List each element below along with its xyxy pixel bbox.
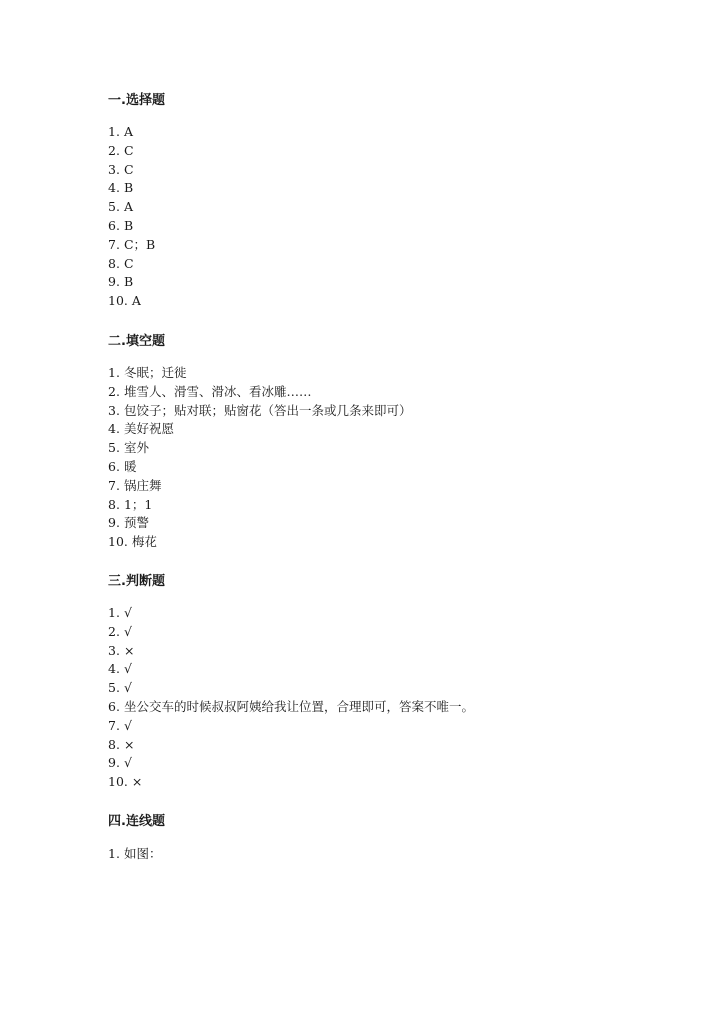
list-item: 8. 1；1	[108, 496, 153, 512]
list-item: 9. √	[108, 755, 132, 771]
section-title-fill-in: 二.填空题	[108, 334, 165, 349]
list-item: 2. 堆雪人、滑雪、滑冰、看冰雕……	[108, 383, 312, 399]
choice-answer-list	[108, 123, 155, 311]
list-item: 7. 锅庄舞	[108, 477, 162, 493]
list-item: 1. A	[108, 124, 133, 139]
list-item: 7. C；B	[108, 236, 156, 252]
list-item: 9. B	[108, 274, 134, 290]
list-item: 3. 包饺子；贴对联；贴窗花（答出一条或几条来即可）	[108, 402, 412, 418]
list-item: 8. ×	[108, 736, 135, 752]
list-item: 4. B	[108, 180, 134, 196]
list-item: 10. A	[108, 293, 141, 309]
list-item: 9. 预警	[108, 515, 149, 531]
list-item: 5. A	[108, 199, 133, 215]
true-false-answer-list	[108, 604, 474, 792]
list-item: 5. 室外	[108, 440, 149, 456]
list-item: 6. B	[108, 217, 134, 233]
matching-answer-list	[108, 845, 161, 864]
list-item: 2. C	[108, 142, 134, 158]
list-item: 10. ×	[108, 774, 143, 790]
list-item: 2. √	[108, 623, 132, 639]
list-item: 4. 美好祝愿	[108, 421, 174, 437]
list-item: 1. 冬眠；迁徙	[108, 365, 187, 380]
fill-in-answer-list	[108, 364, 411, 552]
section-title-matching: 四.连线题	[108, 814, 165, 829]
list-item: 4. √	[108, 661, 132, 677]
list-item: 10. 梅花	[108, 534, 157, 550]
section-title-true-false: 三.判断题	[108, 574, 165, 589]
list-item: 6. 坐公交车的时候叔叔阿姨给我让位置，合理即可，答案不唯一。	[108, 698, 474, 714]
list-item: 6. 暖	[108, 458, 137, 474]
list-item: 1. √	[108, 605, 132, 620]
list-item: 5. √	[108, 680, 132, 696]
list-item: 8. C	[108, 255, 134, 271]
list-item: 1. 如图：	[108, 846, 162, 861]
section-title-choice: 一.选择题	[108, 93, 165, 108]
list-item: 3. ×	[108, 642, 135, 658]
list-item: 7. √	[108, 717, 132, 733]
list-item: 3. C	[108, 161, 134, 177]
